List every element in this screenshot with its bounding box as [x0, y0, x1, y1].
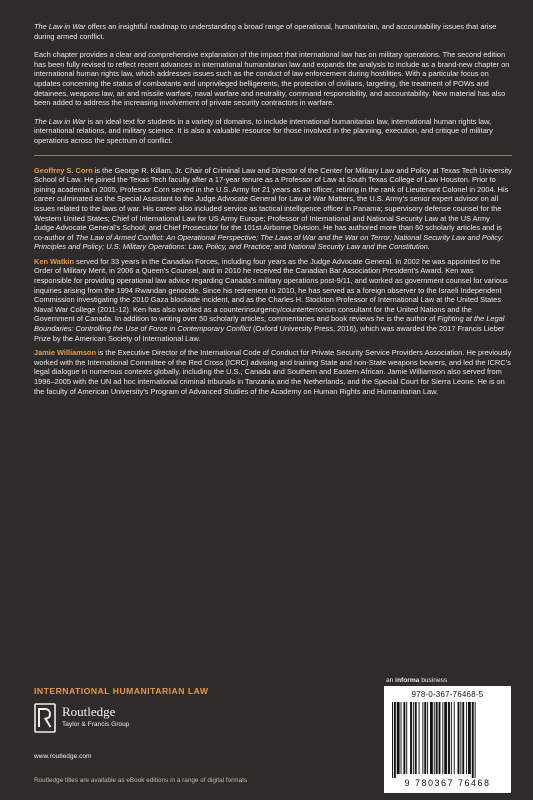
section-divider — [34, 155, 512, 156]
blurb-paragraph-1: The Law in War offers an insightful roadmap to understanding a broad range of operational, humanitarian, and accountability issues that arise during armed conflict. — [34, 22, 497, 41]
author-name: Jamie Williamson — [34, 348, 96, 358]
bio-williamson: Jamie Williamson is the Executive Director of the International Code of Conduct for Private Security Service Providers Association. He previously worked with the International Committee of the Red Cross (ICRC) advising and training State and non-State weapons bearers, and led the ICRC’s legal dialogue in numerous contexts globally, including the U.S., Canada and Southern and Eastern African. Jamie Williamson also served from 1996–2005 with the UN ad hoc international criminal tribunals in Tanzania and the Netherlands, and the Special Court for Sierra Leone. He is on the faculty of American University’s Program of Advanced Studies of the Academy on Human Rights and Humanitarian Law. — [34, 348, 512, 396]
bio-corn: Geoffrey S. Corn is the George R. Killam, Jr. Chair of Criminal Law and Director of the Center for Military Law and Policy at Texas Tech University School of Law. He joined the Texas Tech faculty after a 17-year tenure as a Professor of Law at South Texas College of Law Houston. Prior to joining academia in 2005, Professor Corn served in the U.S. Army for 21 years as an officer, retiring in the rank of Lieutenant Colonel in 2004. His career culminated as the Special Assistant to the Judge Advocate General for Law of War Matters, the U.S. Army’s senior expert advisor on all issues related to the laws of war. His career also included service as tactical intelligence officer in Panama; supervisory defense counsel for the Western United States; Chief of International Law for US Army Europe; Professor of International and National Security Law at the US Army Judge Advocate General’s School; and Chief Prosecutor for the 101st Airborne Division. He has authored more than 60 scholarly articles and is co-author of The Law of Armed Conflict: An Operational Perspective; The Laws of War and the War on Terror; National Security Law and Policy: Principles and Policy; U.S. Military Operations: Law, Policy, and Practice; and National Security Law and the Constitution. — [34, 165, 512, 252]
bio-watkin: Ken Watkin served for 33 years in the Canadian Forces, including four years as the Judge Advocate General. In 2002 he was appointed to the Order of Military Merit, in 2006 a Queen’s Counsel, and in 2010 he received the Canadian Bar Association President’s Award. Ken was responsible for providing operational law advice regarding Canada’s military operations post-9/11, and worked as government counsel for various inquiries arising from the 1994 Rwandan genocide. Since his retirement in 2010, he has served as a foreign observer to the Israeli Independent Commission investigating the 2010 Gaza blockade incident, and as the Charles H. Stockton Professor of International Law at the United States Naval War College (2011-12). Ken has also worked as a counterinsurgency/counterterrorism consultant for the United Nations and the Government of Canada. In addition to writing over 50 scholarly articles, commentaries and book reviews he is the author of Fighting at the Legal Boundaries: Controlling the Use of Force in Contemporary Conflict (Oxford University Press, 2016), which was awarded the 2017 Francis Lieber Prize by the American Society of International Law. — [34, 256, 508, 343]
blurb-paragraph-3: The Law in War is an ideal text for students in a variety of domains, to include international humanitarian law, international human rights law, international relations, and military science. It is also a valuable resource for those involved in the planning, execution, and critique of military operations across the spectrum of conflict. — [34, 116, 493, 145]
publisher-website: www.routledge.com — [34, 753, 92, 760]
routledge-logo-icon — [34, 703, 56, 733]
author-bios — [34, 166, 512, 397]
cover-footer — [0, 675, 533, 800]
ebook-note: Routledge titles are available as eBook editions in a range of digital formats — [34, 777, 248, 784]
author-name: Ken Watkin — [34, 256, 74, 266]
publisher-name: Routledge — [62, 704, 116, 719]
series-title: INTERNATIONAL HUMANITARIAN LAW — [34, 686, 209, 696]
publisher-logo — [34, 703, 164, 743]
barcode-digits: 9 780367 76468 — [404, 778, 491, 788]
publisher-group: Taylor & Francis Group — [62, 721, 130, 728]
blurb-paragraph-2: Each chapter provides a clear and comprehensive explanation of the impact that international law has on military operations. The second edition has been fully revised to reflect recent advances in international humanitarian law and expands the analysis to include as a brand-new chapter on international human rights law, which addresses issues such as the conduct of law enforcement during hostilities. With a particular focus on updates concerning the status of combatants and unprivileged belligerents, the protection of civilians, targeting, the treatment of POWs and detainees, weapons law, air and missile warfare, naval warfare and neutrality, command responsibility, and accountability. New material has also been added to address the increasing involvement of private security contractors in warfare. — [34, 50, 510, 108]
barcode-icon — [390, 702, 505, 778]
isbn-number: 978-0-367-76468-5 — [411, 690, 484, 699]
isbn-barcode — [384, 686, 511, 793]
author-name: Geoffrey S. Corn — [34, 165, 93, 175]
cover-text — [34, 22, 512, 401]
informa-tagline: an informa business — [386, 677, 448, 684]
blurb — [34, 22, 512, 146]
